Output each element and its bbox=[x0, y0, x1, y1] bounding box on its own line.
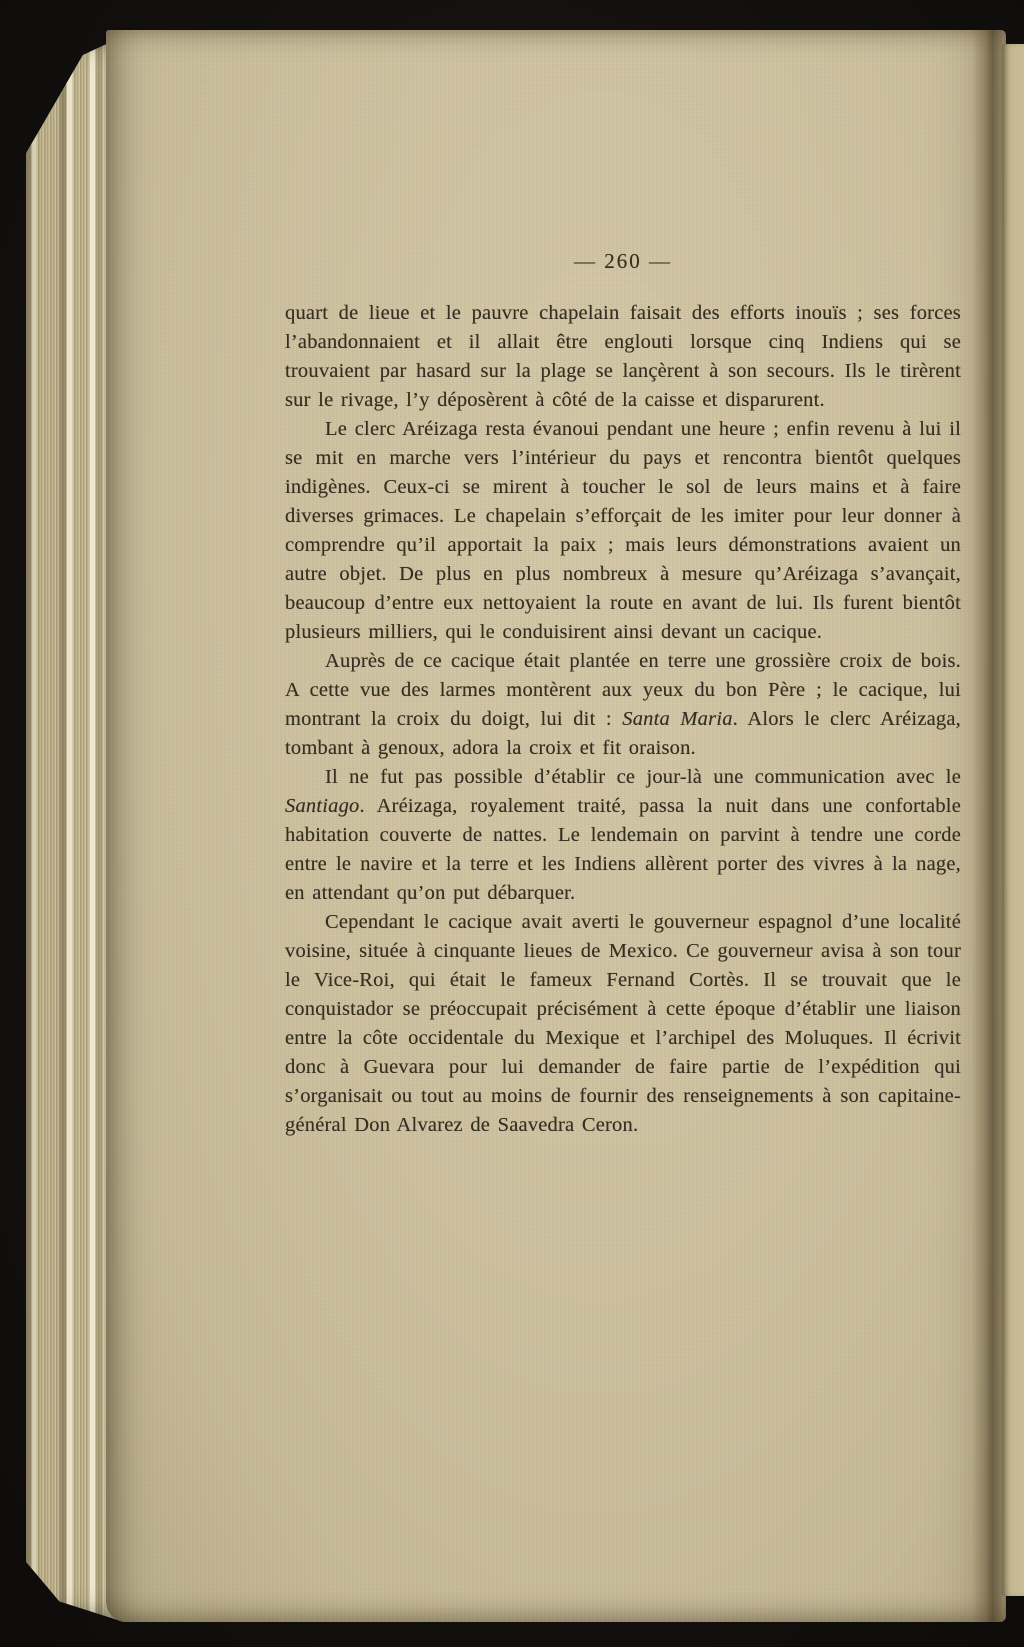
book-page bbox=[106, 30, 1006, 1622]
paragraph bbox=[285, 908, 961, 1140]
page-text bbox=[285, 249, 961, 1140]
spine-gutter-shadow bbox=[972, 30, 1002, 1622]
page-number-header: — 260 — bbox=[574, 249, 672, 273]
paragraph bbox=[285, 763, 961, 908]
body-text: Il ne fut pas possible d’établir ce jour-là une communication avec le bbox=[325, 766, 961, 788]
body-text: quart de lieue et le pauvre chapelain faisait des efforts inouïs ; ses forces l’abandonnaient et il allait être englouti lorsque cinq Indiens qui se trouvaient par hasard sur la plage se lançèrent à son secours. Ils le tirèrent sur le rivage, l’y déposèrent à côté de la caisse et disparurent. bbox=[285, 302, 961, 411]
paragraph bbox=[285, 299, 961, 415]
paragraph bbox=[285, 415, 961, 647]
body-text: . Aréizaga, royalement traité, passa la nuit dans une confortable habitation couverte de nattes. Le lendemain on parvint à tendre une corde entre le navire et la terre et les Indiens allèrent porter des vivres à la nage, en attendant qu’on put débarquer. bbox=[285, 795, 961, 904]
italic-text: Santa Maria bbox=[622, 708, 733, 730]
adjacent-page-sliver bbox=[1002, 44, 1024, 1596]
body-text: . Alors le clerc Aréizaga, tombant à genoux, adora la croix et fit oraison. bbox=[285, 708, 961, 759]
body-text: Auprès de ce cacique était plantée en terre une grossière croix de bois. A cette vue des larmes montèrent aux yeux du bon Père ; le cacique, lui montrant la croix du doigt, lui dit : bbox=[285, 650, 961, 730]
body-text: Le clerc Aréizaga resta évanoui pendant une heure ; enfin revenu à lui il se mit en marche vers l’intérieur du pays et rencontra bientôt quelques indigènes. Ceux-ci se mirent à toucher le sol de leurs mains et à faire diverses grimaces. Le chapelain s’efforçait de les imiter pour leur donner à comprendre qu’il apportait la paix ; mais leurs démonstrations avaient un autre objet. De plus en plus nombreux à mesure qu’Aréizaga s’avançait, beaucoup d’entre eux nettoyaient la route en avant de lui. Ils furent bientôt plusieurs milliers, qui le conduisirent ainsi devant un cacique. bbox=[285, 418, 961, 643]
body-text: Cependant le cacique avait averti le gouverneur espagnol d’une localité voisine, située à cinquante lieues de Mexico. Ce gouverneur avisa à son tour le Vice-Roi, qui était le fameux Fernand Cortès. Il se trouvait que le conquistador se préoccupait précisément à cette époque d’établir une liaison entre la côte occidentale du Mexique et l’archipel des Moluques. Il écrivit donc à Guevara pour lui demander de faire partie de l’expédition qui s’organisait ou tout au moins de fournir des renseignements à son capitaine-général Don Alvarez de Saavedra Ceron. bbox=[285, 911, 961, 1136]
italic-text: Santiago bbox=[285, 795, 360, 817]
paragraph bbox=[285, 647, 961, 763]
